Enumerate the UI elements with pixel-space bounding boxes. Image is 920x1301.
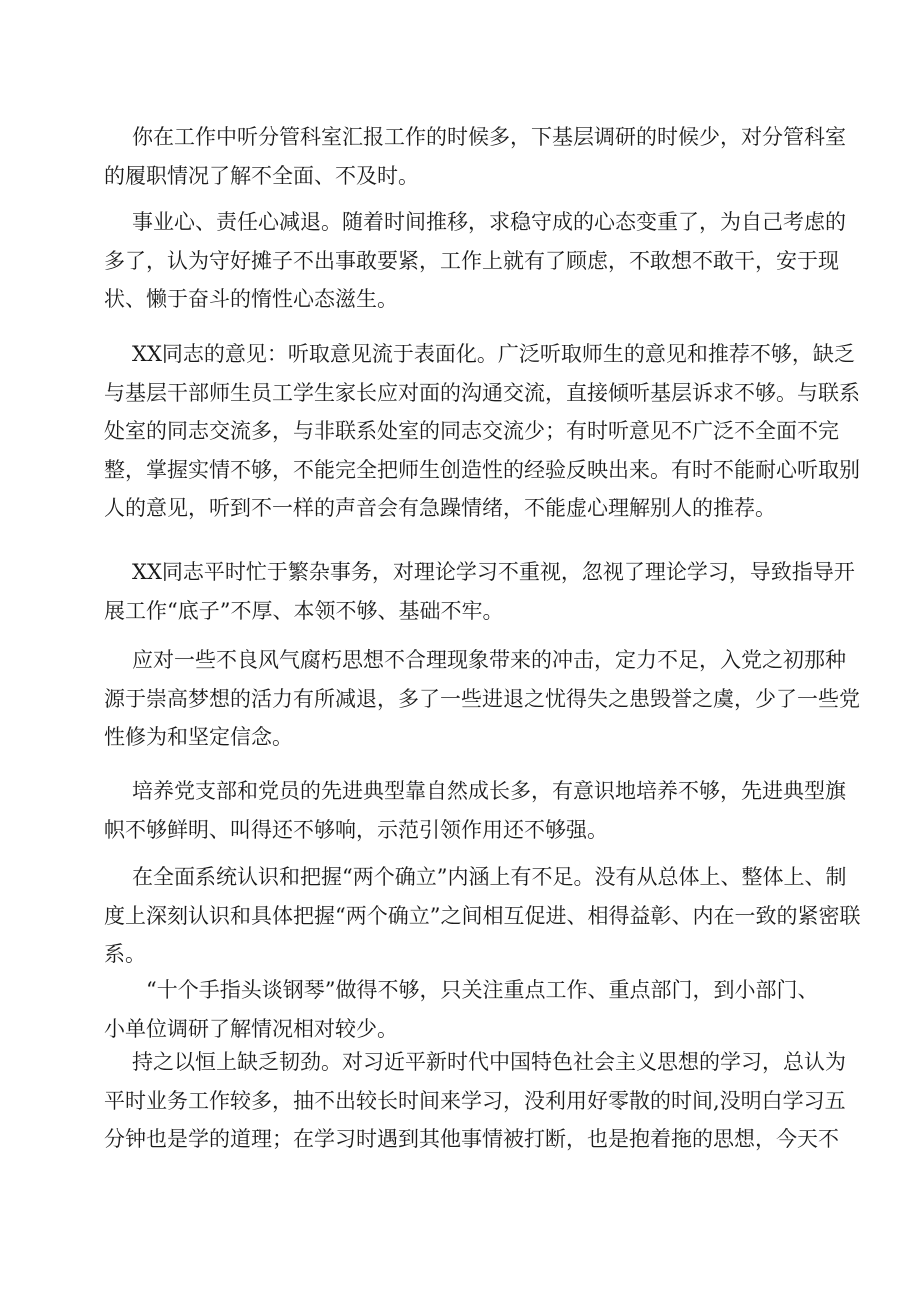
paragraph-9: 持之以恒上缺乏韧劲。对习近平新时代中国特色社会主义思想的学习，总认为平时业务工作较多，抽不出较长时间来学习，没利用好零散的时间,没明白学习五分钟也是学的道理；在学习时遇到其他事情被打断，也是抱着拖的思想，今天不 — [104, 1050, 846, 1151]
paragraph-8: “十个手指头谈钢琴”做得不够，只关注重点工作、重点部门，到小部门、小单位调研了解情况相对较少。 — [104, 978, 819, 1041]
paragraph-3: XX同志的意见：听取意见流于表面化。广泛听取师生的意见和推荐不够，缺乏与基层干部师生员工学生家长应对面的沟通交流，直接倾听基层诉求不够。与联系处室的同志交流多，与非联系处室的同志交流少；有时听意见不广泛不全面不完整，掌握实情不够，不能完全把师生创造性的经验反映出来。有时不能耐心听取别人的意见，听到不一样的声音会有急躁情绪，不能虚心理解别人的推荐。 — [104, 342, 860, 520]
paragraph-5: 应对一些不良风气腐朽思想不合理现象带来的冲击，定力不足，入党之初那种源于崇高梦想的活力有所减退，多了一些进退之忧得失之患毁誉之虞，少了一些党性修为和坚定信念。 — [104, 648, 860, 749]
paragraph-4: XX同志平时忙于繁杂事务，对理论学习不重视，忽视了理论学习，导致指导开展工作“底子”不厚、本领不够、基础不牢。 — [104, 560, 855, 623]
paragraph-2: 事业心、责任心减退。随着时间推移，求稳守成的心态变重了，为自己考虑的多了，认为守好摊子不出事敢要紧，工作上就有了顾虑，不敢想不敢干，安于现状、懒于奋斗的惰性心态滋生。 — [104, 210, 846, 311]
paragraph-7: 在全面系统认识和把握“两个确立”内涵上有不足。没有从总体上、整体上、制度上深刻认识和具体把握“两个确立”之间相互促进、相得益彰、内在一致的紧密联系。 — [104, 865, 861, 966]
paragraph-6: 培养党支部和党员的先进典型靠自然成长多，有意识地培养不够，先进典型旗帜不够鲜明、叫得还不够响，示范引领作用还不够强。 — [104, 779, 846, 842]
paragraph-1: 你在工作中听分管科室汇报工作的时候多，下基层调研的时候少，对分管科室的履职情况了解不全面、不及时。 — [104, 125, 846, 188]
